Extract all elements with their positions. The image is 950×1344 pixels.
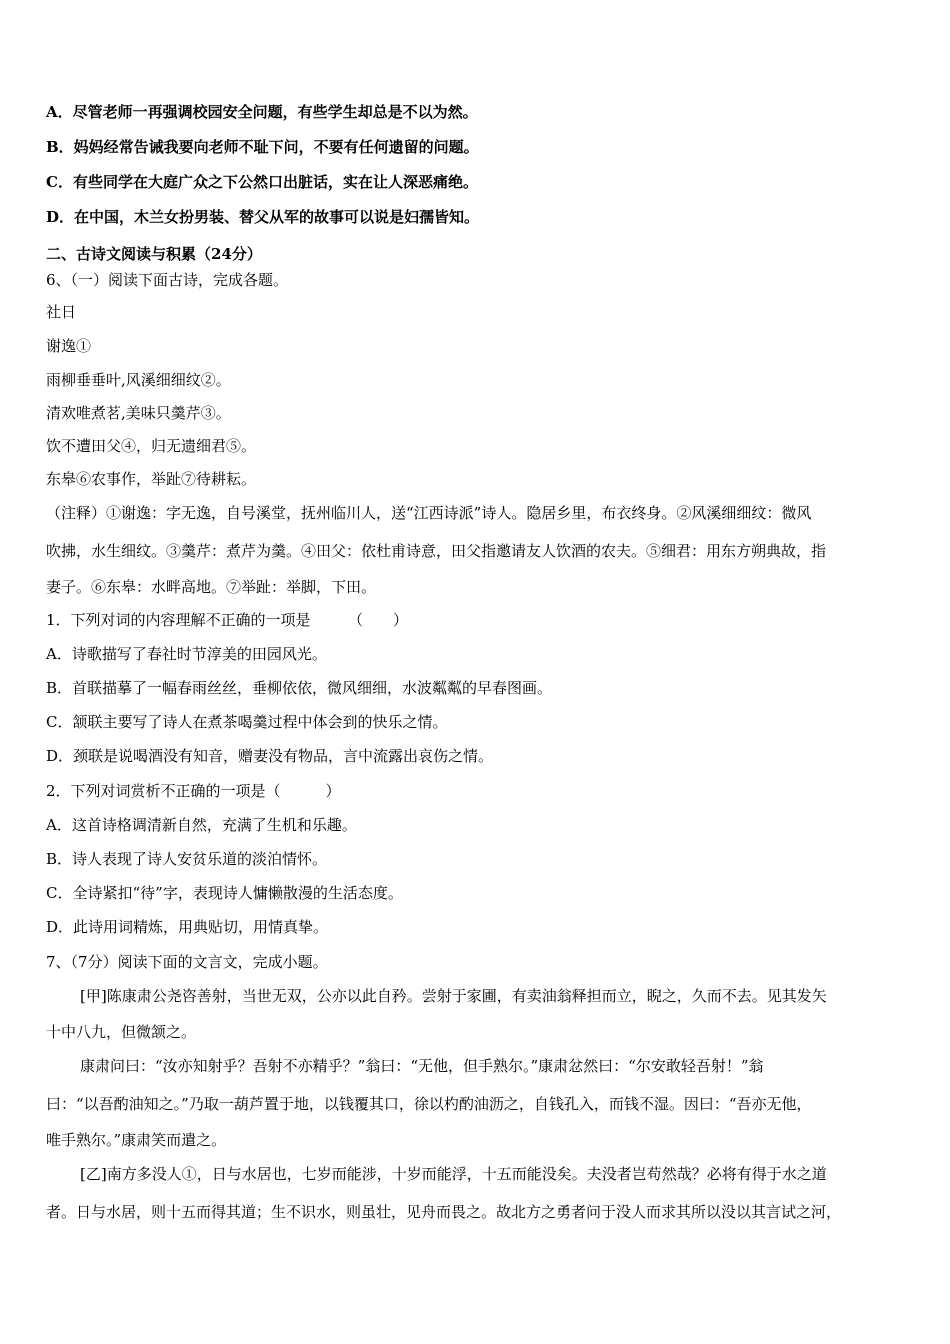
q5-option-d: D．在中国，木兰女扮男装、替父从军的故事可以说是妇孺皆知。	[46, 208, 480, 226]
q5-option-a: A．尽管老师一再强调校园安全问题，有些学生却总是不以为然。	[46, 103, 478, 121]
q6-sub1-option-a: A．诗歌描写了春社时节淳美的田园风光。	[46, 645, 327, 663]
q6-sub1-option-c: C．颔联主要写了诗人在煮茶喝羹过程中体会到的快乐之情。	[46, 713, 448, 731]
q6-sub2-option-b: B．诗人表现了诗人安贫乐道的淡泊情怀。	[46, 850, 328, 868]
q5-option-b: B．妈妈经常告诫我要向老师不耻下问，不要有任何遗留的问题。	[46, 138, 479, 156]
q6-sub2-question: 2．下列对词赏析不正确的一项是（ ）	[46, 782, 341, 800]
q6-sub1-option-d: D．颈联是说喝酒没有知音，赠妻没有物品，言中流露出哀伤之情。	[46, 747, 494, 765]
poem-author: 谢逸①	[46, 337, 92, 355]
q6-sub2-option-a: A．这首诗格调清新自然，充满了生机和乐趣。	[46, 816, 357, 834]
classical-text-line-2: 十中八九，但微颔之。	[46, 1023, 197, 1041]
section-heading: 二、古诗文阅读与积累（24分）	[46, 245, 262, 263]
classical-text-line-3: 康肃问曰：“汝亦知射乎？吾射不亦精乎？”翁曰：“无他，但手熟尔。”康肃忿然曰：“尔安敢轻吾射！”翁	[80, 1057, 764, 1075]
classical-text-line-4: 曰：“以吾酌油知之。”乃取一葫芦置于地，以钱覆其口，徐以杓酌油沥之，自钱孔入，而钱不湿。因曰：“吾亦无他，	[46, 1095, 812, 1113]
q6-sub1-question: 1．下列对词的内容理解不正确的一项是 （ ）	[46, 611, 409, 629]
q6-sub2-option-c: C．全诗紧扣“待”字，表现诗人慵懒散漫的生活态度。	[46, 884, 403, 902]
poem-line-3: 饮不遭田父④，归无遗细君⑤。	[46, 437, 257, 455]
poem-line-2: 清欢唯煮茗,美味只羹芹③。	[46, 404, 231, 422]
q6-sub2-option-d: D．此诗用词精炼，用典贴切，用情真挚。	[46, 918, 329, 936]
poem-line-1: 雨柳垂垂叶,风溪细细纹②。	[46, 371, 231, 389]
q5-option-c: C．有些同学在大庭广众之下公然口出脏话，实在让人深恶痛绝。	[46, 173, 478, 191]
q7-intro: 7、（7分）阅读下面的文言文，完成小题。	[46, 953, 328, 971]
poem-notes-line-2: 吹拂，水生细纹。③羹芹：煮芹为羹。④田父：依杜甫诗意，田父指邀请友人饮酒的农夫。⑤细君：用东方朔典故，指	[46, 542, 827, 560]
q6-sub1-option-b: B．首联描摹了一幅春雨丝丝，垂柳依依，微风细细，水波粼粼的早春图画。	[46, 679, 553, 697]
poem-line-4: 东皋⑥农事作，举趾⑦待耕耘。	[46, 470, 257, 488]
classical-text-line-1: [甲]陈康肃公尧咨善射，当世无双，公亦以此自矜。尝射于家圃，有卖油翁释担而立，睨之，久而不去。见其发矢	[80, 987, 827, 1005]
q6-intro: 6、（一）阅读下面古诗，完成各题。	[46, 271, 289, 289]
classical-text-line-7: 者。日与水居，则十五而得其道；生不识水，则虽壮，见舟而畏之。故北方之勇者问于没人而求其所以没以其言试之河，	[46, 1203, 842, 1221]
poem-notes-line-1: （注释）①谢逸：字无逸，自号溪堂，抚州临川人，送“江西诗派”诗人。隐居乡里，布衣终身。②风溪细细纹：微风	[46, 504, 812, 522]
classical-text-line-6: [乙]南方多没人①，日与水居也，七岁而能涉，十岁而能浮，十五而能没矣。夫没者岂苟然哉？必将有得于水之道	[80, 1165, 827, 1183]
poem-title: 社日	[46, 303, 77, 321]
poem-notes-line-3: 妻子。⑥东皋：水畔高地。⑦举趾：举脚，下田。	[46, 578, 377, 596]
classical-text-line-5: 唯手熟尔。”康肃笑而遣之。	[46, 1131, 227, 1149]
